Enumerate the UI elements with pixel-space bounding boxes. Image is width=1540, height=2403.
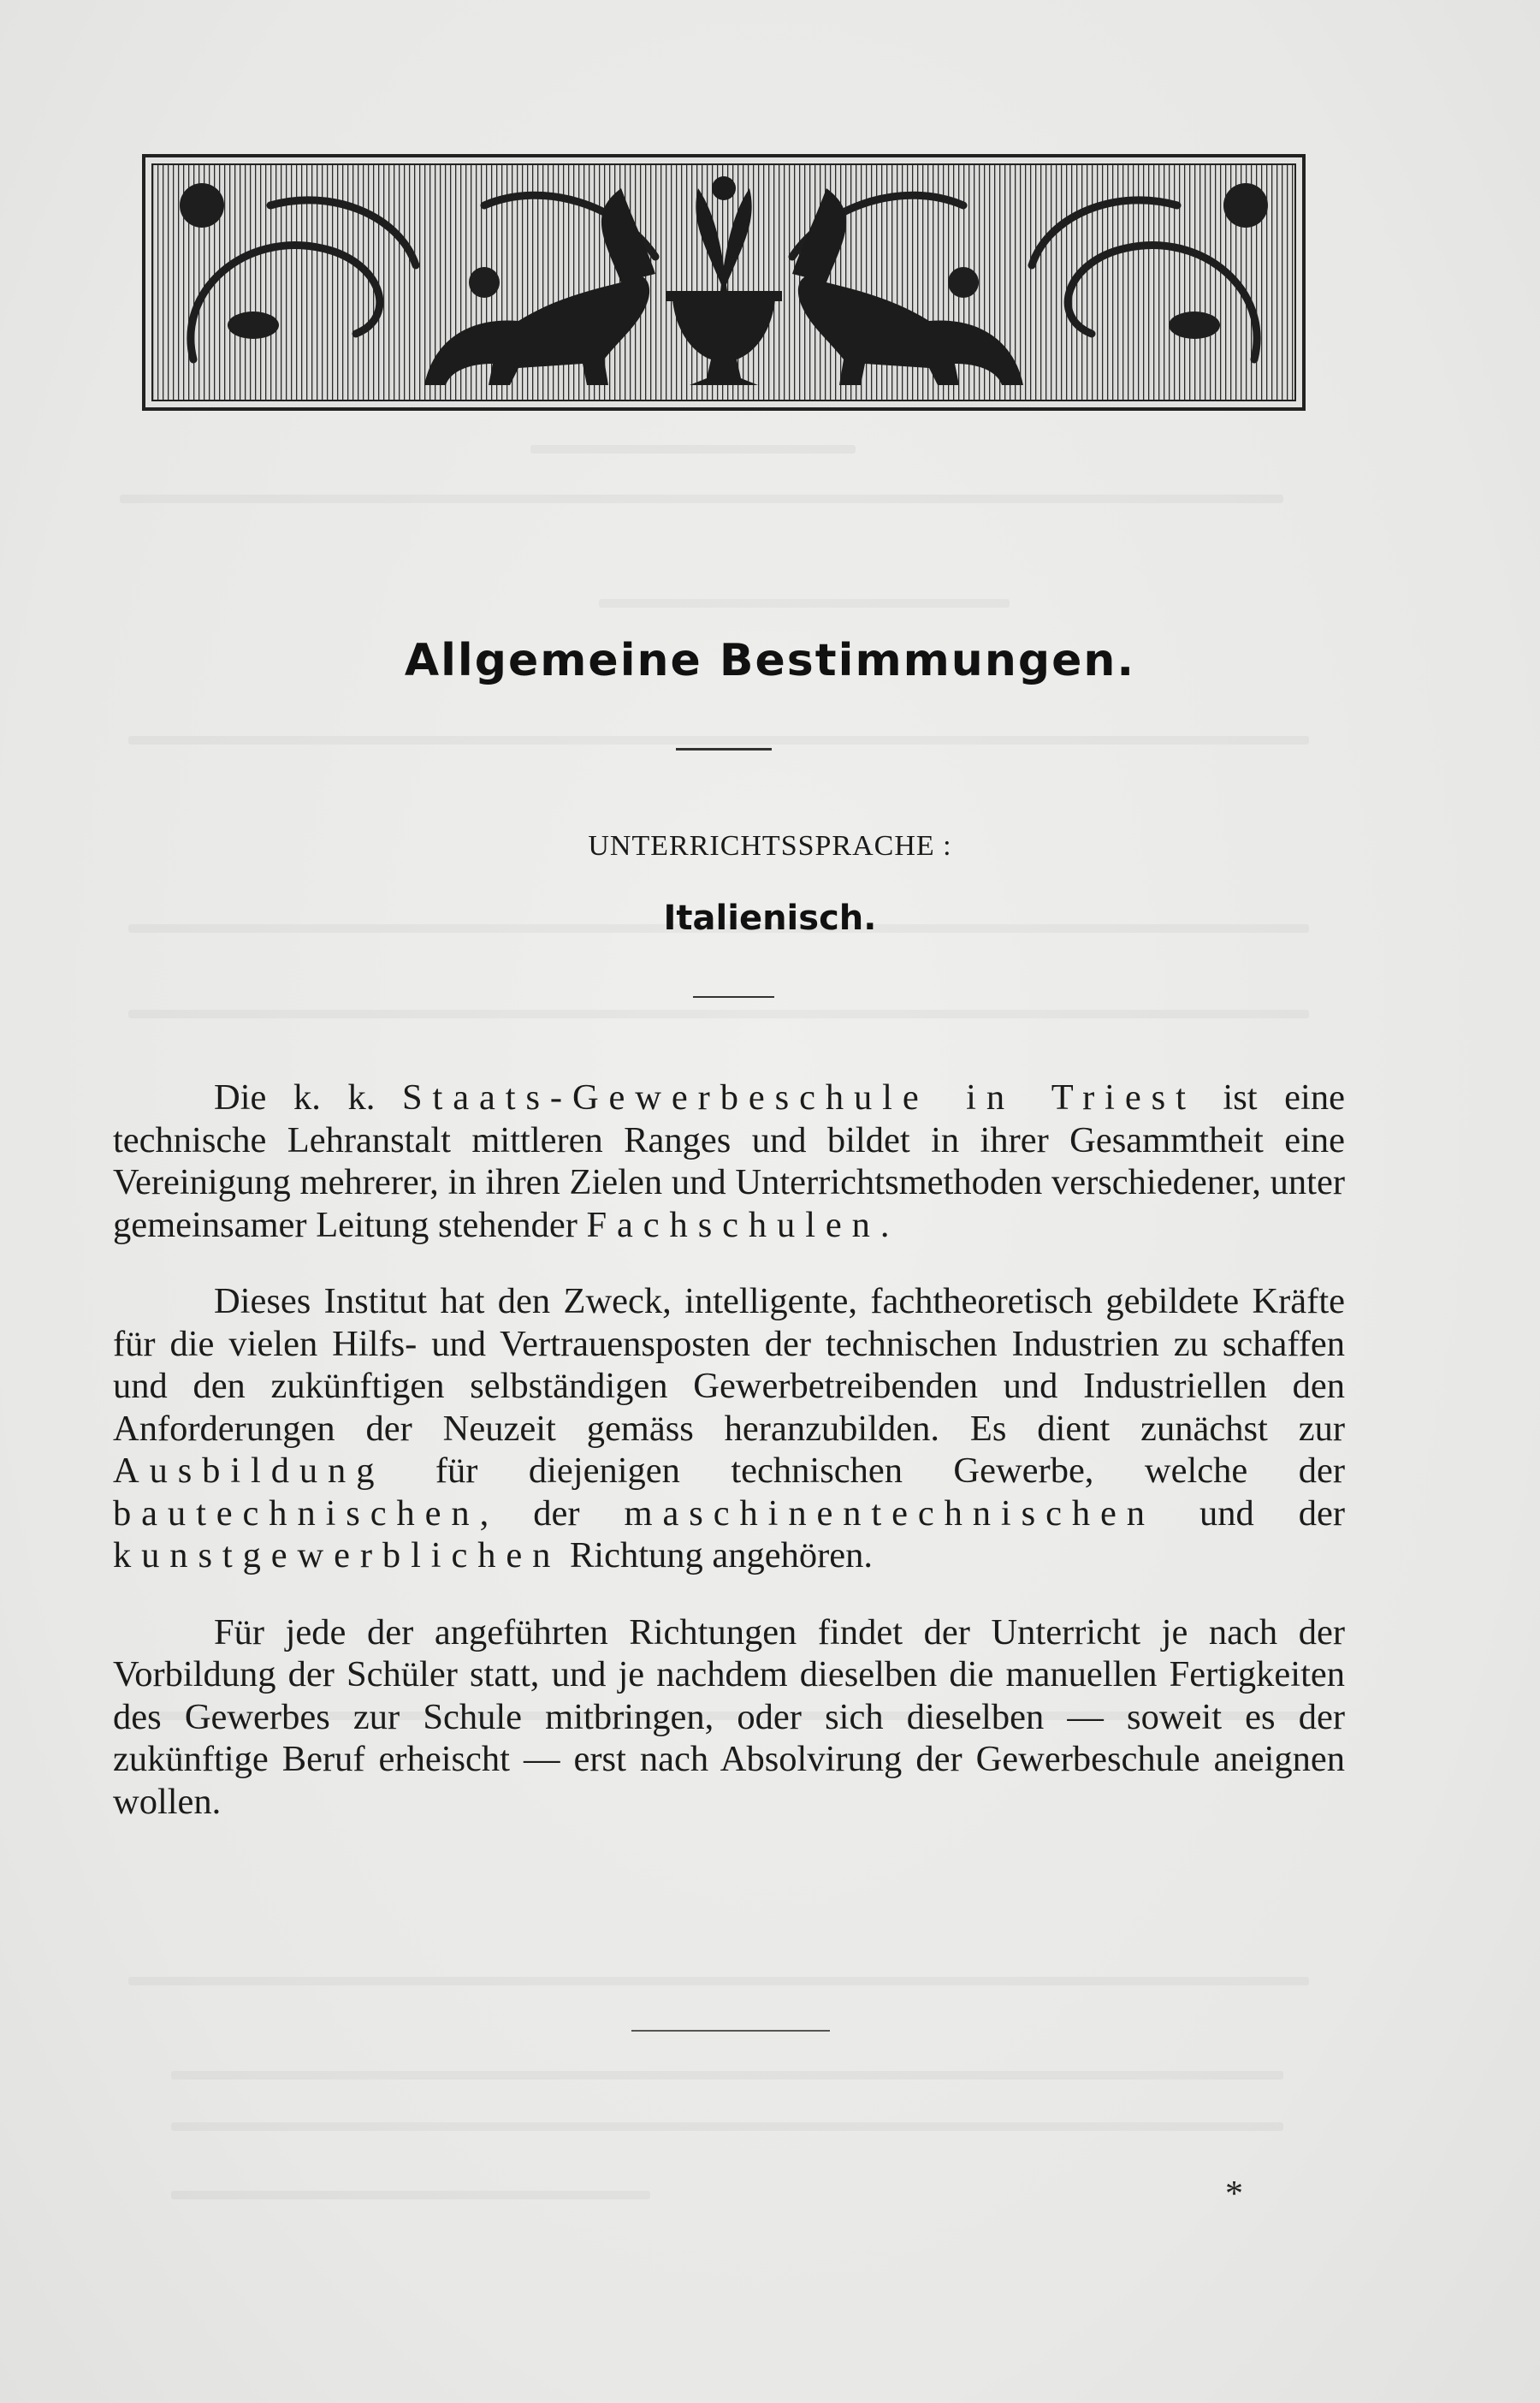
language-label: UNTERRICHTSSPRACHE : — [588, 830, 952, 862]
paragraph-text: Richtung angehören. — [560, 1535, 874, 1575]
paragraph — [113, 1077, 1345, 1246]
paragraph — [113, 1611, 1345, 1824]
emphasized-text: bautechnischen — [113, 1492, 480, 1534]
bleed-through — [128, 1977, 1309, 1985]
bleed-through — [599, 599, 1010, 608]
paragraph-text: Für jede der angeführten Richtungen findet der Unterricht je nach der Vorbildung der Schüler statt, und je nachdem dieselben die manuellen Fertigkeiten des Gewerbes zur Schule mitbringen, oder sich dieselben — soweit es der zukünftige Beruf erheischt — erst nach Absolvirung der Gewerbeschule aneignen wollen. — [113, 1611, 1345, 1822]
emphasized-text: Staats-Gewerbeschule in Triest — [401, 1077, 1196, 1118]
paragraph-text: . — [880, 1204, 890, 1245]
bottom-divider — [631, 2030, 830, 2032]
bleed-through — [530, 445, 856, 454]
paragraph-text: , der — [479, 1492, 625, 1534]
paragraph-text: ist eine technische Lehranstalt mittleren Ranges und bildet in ihrer Gesammtheit eine Vereinigung mehrerer, in ihren Zielen und Unterrichtsmethoden verschiedener, unter gemeinsamer Leitung stehender — [113, 1077, 1345, 1245]
bleed-through — [120, 495, 1283, 503]
paragraph-text: Dieses Institut hat den Zweck, intelligente, fachtheoretisch gebildete Kräfte für die vielen Hilfs- und Vertrauensposten der technischen Industrien zu schaffen und den zukünftigen selbständigen Gewerbetreibenden und Industriellen den Anforderungen der Neuzeit gemäss heranzubilden. Es dient zunächst zur — [113, 1281, 1345, 1449]
page-title: Allgemeine Bestimmungen. — [404, 635, 1136, 686]
ornament-headpiece — [142, 154, 1306, 411]
footer-mark: * — [1225, 2175, 1243, 2214]
bleed-through — [128, 736, 1309, 745]
emphasized-text: maschinentechnischen — [624, 1492, 1155, 1534]
body-text — [113, 1077, 1345, 1857]
emphasized-text: kunstgewerblichen — [113, 1535, 561, 1575]
emphasized-text: Ausbildung — [113, 1451, 385, 1491]
griffins-urn-icon — [142, 154, 1306, 411]
bleed-through — [171, 2122, 1283, 2131]
bleed-through — [171, 2191, 650, 2199]
title-divider — [676, 748, 772, 751]
emphasized-text: Fachschulen — [586, 1204, 880, 1245]
paragraph-text: Die k. k. — [214, 1077, 402, 1118]
paragraph-text: für diejenigen technischen Gewerbe, welche der — [384, 1451, 1345, 1491]
paragraph — [113, 1280, 1345, 1577]
section-divider — [693, 996, 774, 998]
bleed-through — [171, 2071, 1283, 2080]
language-value: Italienisch. — [663, 899, 877, 938]
paragraph-text: und der — [1154, 1492, 1345, 1534]
bleed-through — [128, 1010, 1309, 1018]
